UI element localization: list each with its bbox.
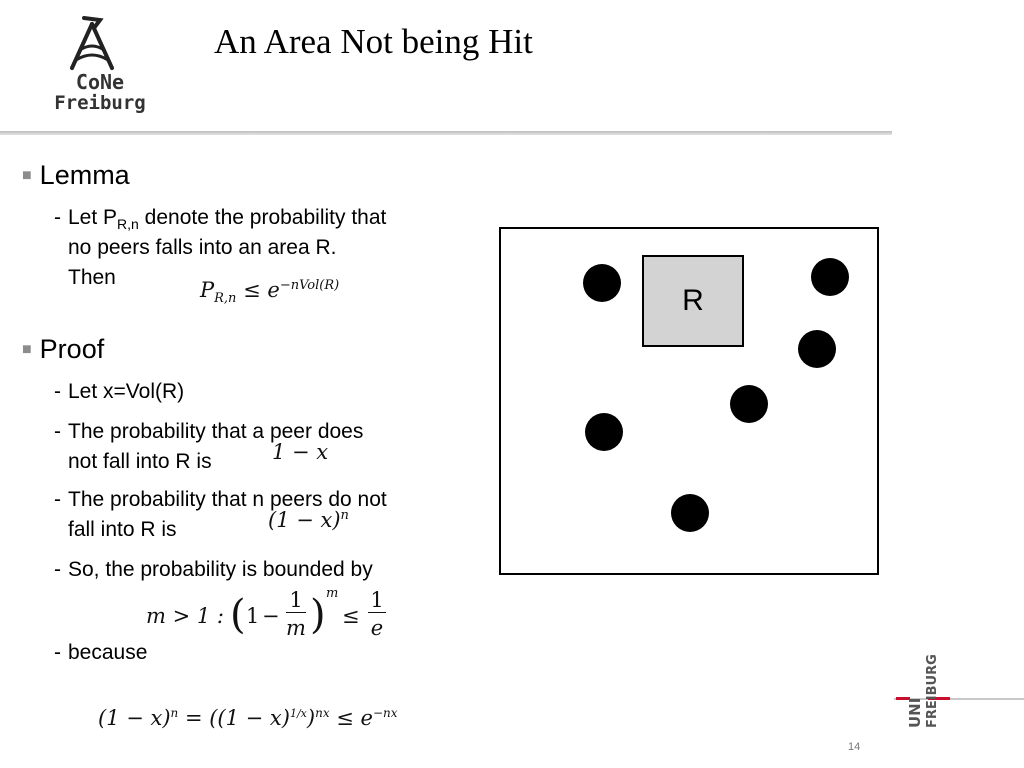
proof-item-3: - The probability that n peers do not fall into R is [54, 485, 494, 545]
bullet-lemma [22, 160, 130, 191]
logo-text-uni: UNI [906, 697, 924, 728]
proof-item-4: - So, the probability is bounded by [54, 555, 494, 585]
bullet-proof [22, 334, 104, 365]
identity-formula: $(1 - x)^n = ((1 - x)^{1/x})^{nx} \le e^{-nx}$ [98, 706, 398, 730]
proof-item-5: - because [54, 638, 494, 668]
uni-freiburg-logo [896, 650, 956, 736]
lemma-formula: $P_{R,n} \le e^{-nVol(R)}$ [200, 278, 340, 306]
square-bullet-icon: ■ [22, 167, 32, 184]
lemma-subscript: R,n [117, 216, 139, 232]
proof-item-2: - The probability that a peer does not fall into R is [54, 417, 494, 477]
dash-bullet-icon: - [54, 558, 61, 581]
proof-item-1: - Let x=Vol(R) [54, 377, 494, 407]
dash-bullet-icon: - [54, 380, 61, 403]
logo-text-cone: CoNe [75, 70, 125, 94]
proof-heading: Proof [39, 334, 105, 364]
bound-formula: m > 1 : ( 1 − 1 m ) m ≤ 1 e [146, 586, 426, 646]
peer-dot [671, 494, 709, 532]
square-bullet-icon: ■ [22, 341, 32, 358]
peer-dot [583, 264, 621, 302]
page-number: 14 [848, 741, 861, 753]
peer-dot [798, 330, 836, 368]
header-divider [0, 131, 892, 135]
math-one-minus-x: 1 − x [272, 440, 329, 464]
lemma-line-3: Then [68, 266, 116, 289]
region-r: R [642, 255, 744, 347]
lemma-line-2: no peers falls into an area R. [68, 236, 337, 259]
cone-freiburg-logo [44, 14, 156, 118]
area-figure [499, 227, 879, 575]
logo-text-freiburg-uni: FREIBURG [925, 654, 940, 728]
dash-bullet-icon: - [54, 641, 61, 664]
slide-title: An Area Not being Hit [214, 22, 533, 61]
logo-figure-icon [44, 14, 156, 74]
peer-dot [730, 385, 768, 423]
peer-dot [811, 258, 849, 296]
dash-bullet-icon: - [54, 420, 61, 443]
lemma-text-1: Let P [68, 206, 118, 229]
lemma-text-2: denote the probability that [138, 206, 387, 229]
logo-text-freiburg: Freiburg [54, 92, 146, 114]
lemma-heading: Lemma [39, 160, 130, 190]
peer-dot [585, 413, 623, 451]
dash-bullet-icon: - [54, 206, 61, 229]
dash-bullet-icon: - [54, 488, 61, 511]
math-one-minus-x-power-n: $(1 - x)^n$ [268, 508, 349, 532]
